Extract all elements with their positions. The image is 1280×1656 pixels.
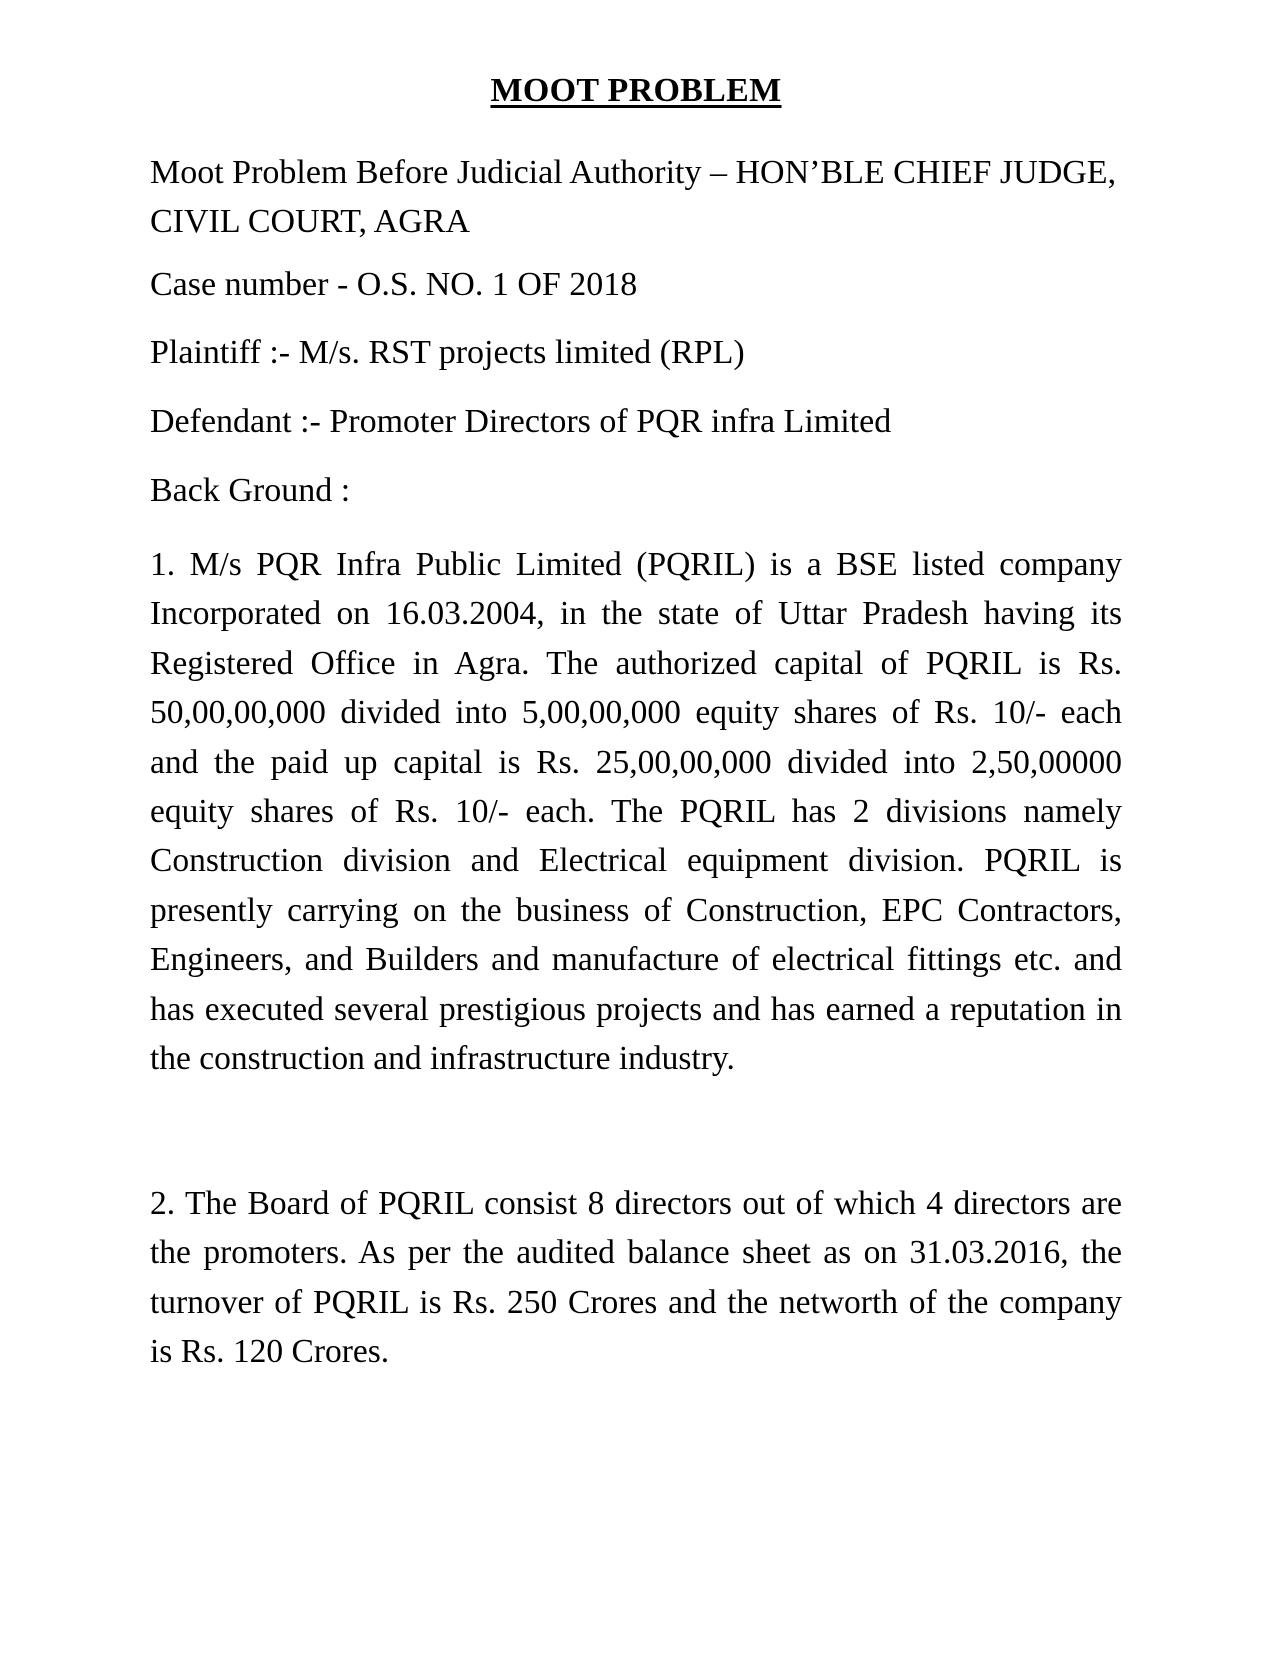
defendant-line: Defendant :- Promoter Directors of PQR infra Limited [150, 403, 892, 440]
case-number: Case number - O.S. NO. 1 OF 2018 [150, 266, 638, 303]
plaintiff-line: Plaintiff :- M/s. RST projects limited (RPL) [150, 334, 745, 371]
authority-line: Moot Problem Before Judicial Authority – HON’BLE CHIEF JUDGE, CIVIL COURT, AGRA [150, 154, 1117, 240]
paragraph-1: 1. M/s PQR Infra Public Limited (PQRIL) is a BSE listed company Incorporated on 16.03.2004, in the state of Uttar Pradesh having its Registered Office in Agra. The authorized capital of PQRIL is Rs. 50,00,00,000 divided into 5,00,00,000 equity shares of Rs. 10/- each and the paid up capital is Rs. 25,00,00,000 divided into 2,50,00000 equity shares of Rs. 10/- each. The PQRIL has 2 divisions namely Construction division and Electrical equipment division. PQRIL is presently carrying on the business of Construction, EPC Contractors, Engineers, and Builders and manufacture of electrical fittings etc. and has executed several prestigious projects and has earned a reputation in the construction and infrastructure industry. [150, 546, 1122, 1078]
background-heading: Back Ground : [150, 472, 351, 509]
paragraph-2: 2. The Board of PQRIL consist 8 directors out of which 4 directors are the promoters. As per the audited balance sheet as on 31.03.2016, the turnover of PQRIL is Rs. 250 Crores and the networth of the company is Rs. 120 Crores. [150, 1185, 1122, 1371]
document-title: MOOT PROBLEM [490, 72, 782, 109]
